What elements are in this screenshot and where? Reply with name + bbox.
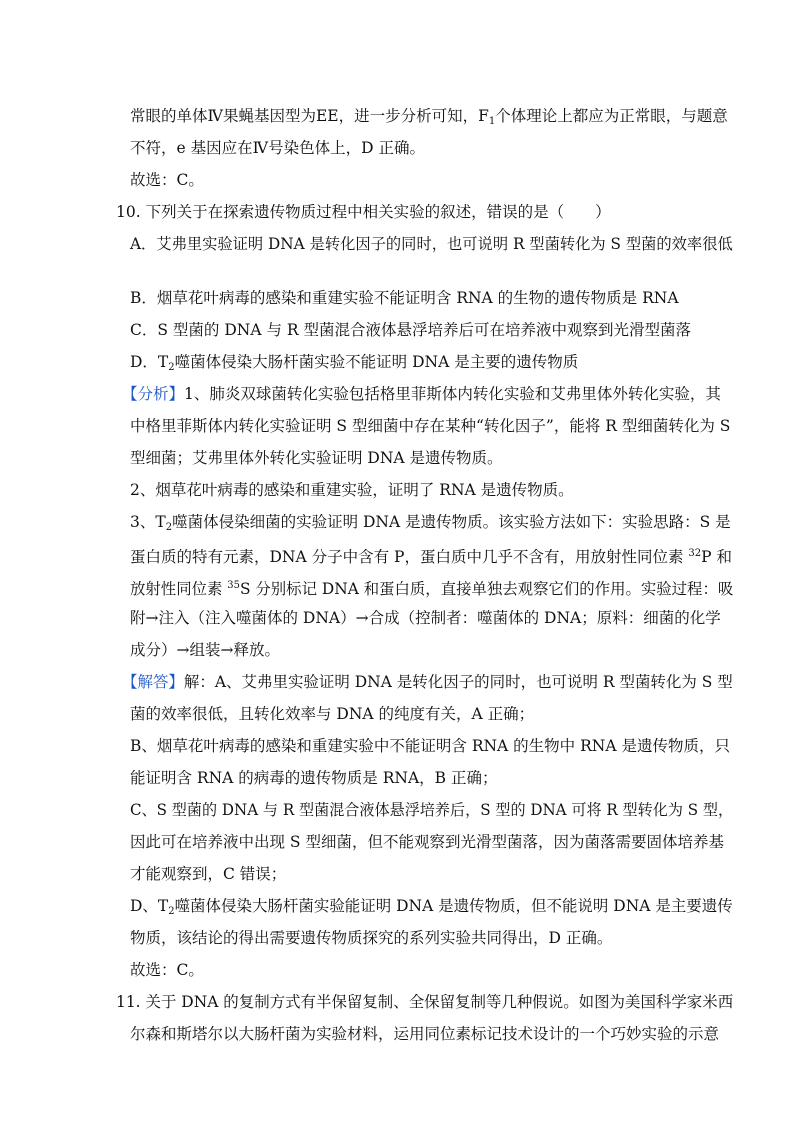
analysis-line-9: 成分）→组装→释放。 xyxy=(130,641,280,659)
analysis-line-7: 放射性同位素 $^{35}$S 分别标记 DNA 和蛋白质，直接单独去观察它们的作用。实验过程：吸 xyxy=(130,580,734,598)
solution-line-7: 才能观察到，C 错误； xyxy=(130,865,287,883)
question-10-stem: 10. 下列关于在探索遗传物质过程中相关实验的叙述，错误的是（ ） xyxy=(116,203,611,221)
solution-line-9: 物质，该结论的得出需要遗传物质探究的系列实验共同得出，D 正确。 xyxy=(130,929,613,947)
analysis-line-3: 型细菌；艾弗里体外转化实验证明 DNA 是遗传物质。 xyxy=(130,449,503,467)
question-number: 11. xyxy=(116,993,141,1011)
analysis-tag: 【分析】 xyxy=(122,385,185,403)
analysis-line-1: 【分析】1、肺炎双球菌转化实验包括格里菲斯体内转化实验和艾弗里体外转化实验，其 xyxy=(122,385,721,403)
analysis-line-2: 中格里菲斯体内转化实验证明 S 型细菌中存在某种“转化因子”，能将 R 型细菌转化为 S xyxy=(130,417,731,435)
prev-line-2: 不符，e 基因应在Ⅳ号染色体上，D 正确。 xyxy=(130,139,425,157)
option-b: B．烟草花叶病毒的感染和重建实验不能证明含 RNA 的生物的遗传物质是 RNA xyxy=(130,289,679,307)
solution-tag: 【解答】 xyxy=(122,673,184,691)
solution-line-6: 因此可在培养液中出现 S 型细菌，但不能观察到光滑型菌落，因为菌落需要固体培养基 xyxy=(130,833,724,851)
solution-line-4: 能证明含 RNA 的病毒的遗传物质是 RNA，B 正确； xyxy=(130,769,498,787)
option-c: C．S 型菌的 DNA 与 R 型菌混合液体悬浮培养后可在培养液中观察到光滑型菌落 xyxy=(130,321,691,339)
option-a: A．艾弗里实验证明 DNA 是转化因子的同时，也可说明 R 型菌转化为 S 型菌的效率很低 xyxy=(130,235,733,253)
solution-line-3: B、烟草花叶病毒的感染和重建实验中不能证明含 RNA 的生物中 RNA 是遗传物质，只 xyxy=(130,737,730,755)
analysis-line-6: 蛋白质的特有元素，DNA 分子中含有 P，蛋白质中几乎不含有，用放射性同位素 $^{32}$P 和 xyxy=(130,548,732,566)
solution-line-1: 【解答】解：A、艾弗里实验证明 DNA 是转化因子的同时，也可说明 R 型菌转化为 S 型 xyxy=(122,673,733,691)
solution-line-8: D、$T_2$噬菌体侵染大肠杆菌实验能证明 DNA 是遗传物质，但不能说明 DNA 是主要遗传 xyxy=(130,897,733,917)
question-11-line-2: 尔森和斯塔尔以大肠杆菌为实验材料，运用同位素标记技术设计的一个巧妙实验的示意 xyxy=(130,1025,720,1043)
analysis-line-5: 3、$T_2$噬菌体侵染细菌的实验证明 DNA 是遗传物质。该实验方法如下：实验思路：S 是 xyxy=(130,513,731,533)
solution-line-2: 菌的效率很低，且转化效率与 DNA 的纯度有关，A 正确； xyxy=(130,705,535,723)
prev-line-1: 常眼的单体Ⅳ果蝇基因型为EE，进一步分析可知，$F_1$个体理论上都应为正常眼，与题意 xyxy=(130,107,728,127)
prev-answer: 故选：C。 xyxy=(130,171,204,189)
question-11-stem: 11. 关于 DNA 的复制方式有半保留复制、全保留复制等几种假说。如图为美国科学家米西 xyxy=(116,993,734,1011)
solution-line-5: C、S 型菌的 DNA 与 R 型菌混合液体悬浮培养后，S 型的 DNA 可将 R 型转化为 S 型， xyxy=(130,801,734,819)
analysis-line-8: 附→注入（注入噬菌体的 DNA）→合成（控制者：噬菌体的 DNA；原料：细菌的化学 xyxy=(130,609,721,627)
question-10-answer: 故选：C。 xyxy=(130,961,204,979)
analysis-line-4: 2、烟草花叶病毒的感染和重建实验，证明了 RNA 是遗传物质。 xyxy=(130,481,574,499)
option-d: D．$T_2$噬菌体侵染大肠杆菌实验不能证明 DNA 是主要的遗传物质 xyxy=(130,353,579,373)
question-number: 10. xyxy=(116,203,141,221)
